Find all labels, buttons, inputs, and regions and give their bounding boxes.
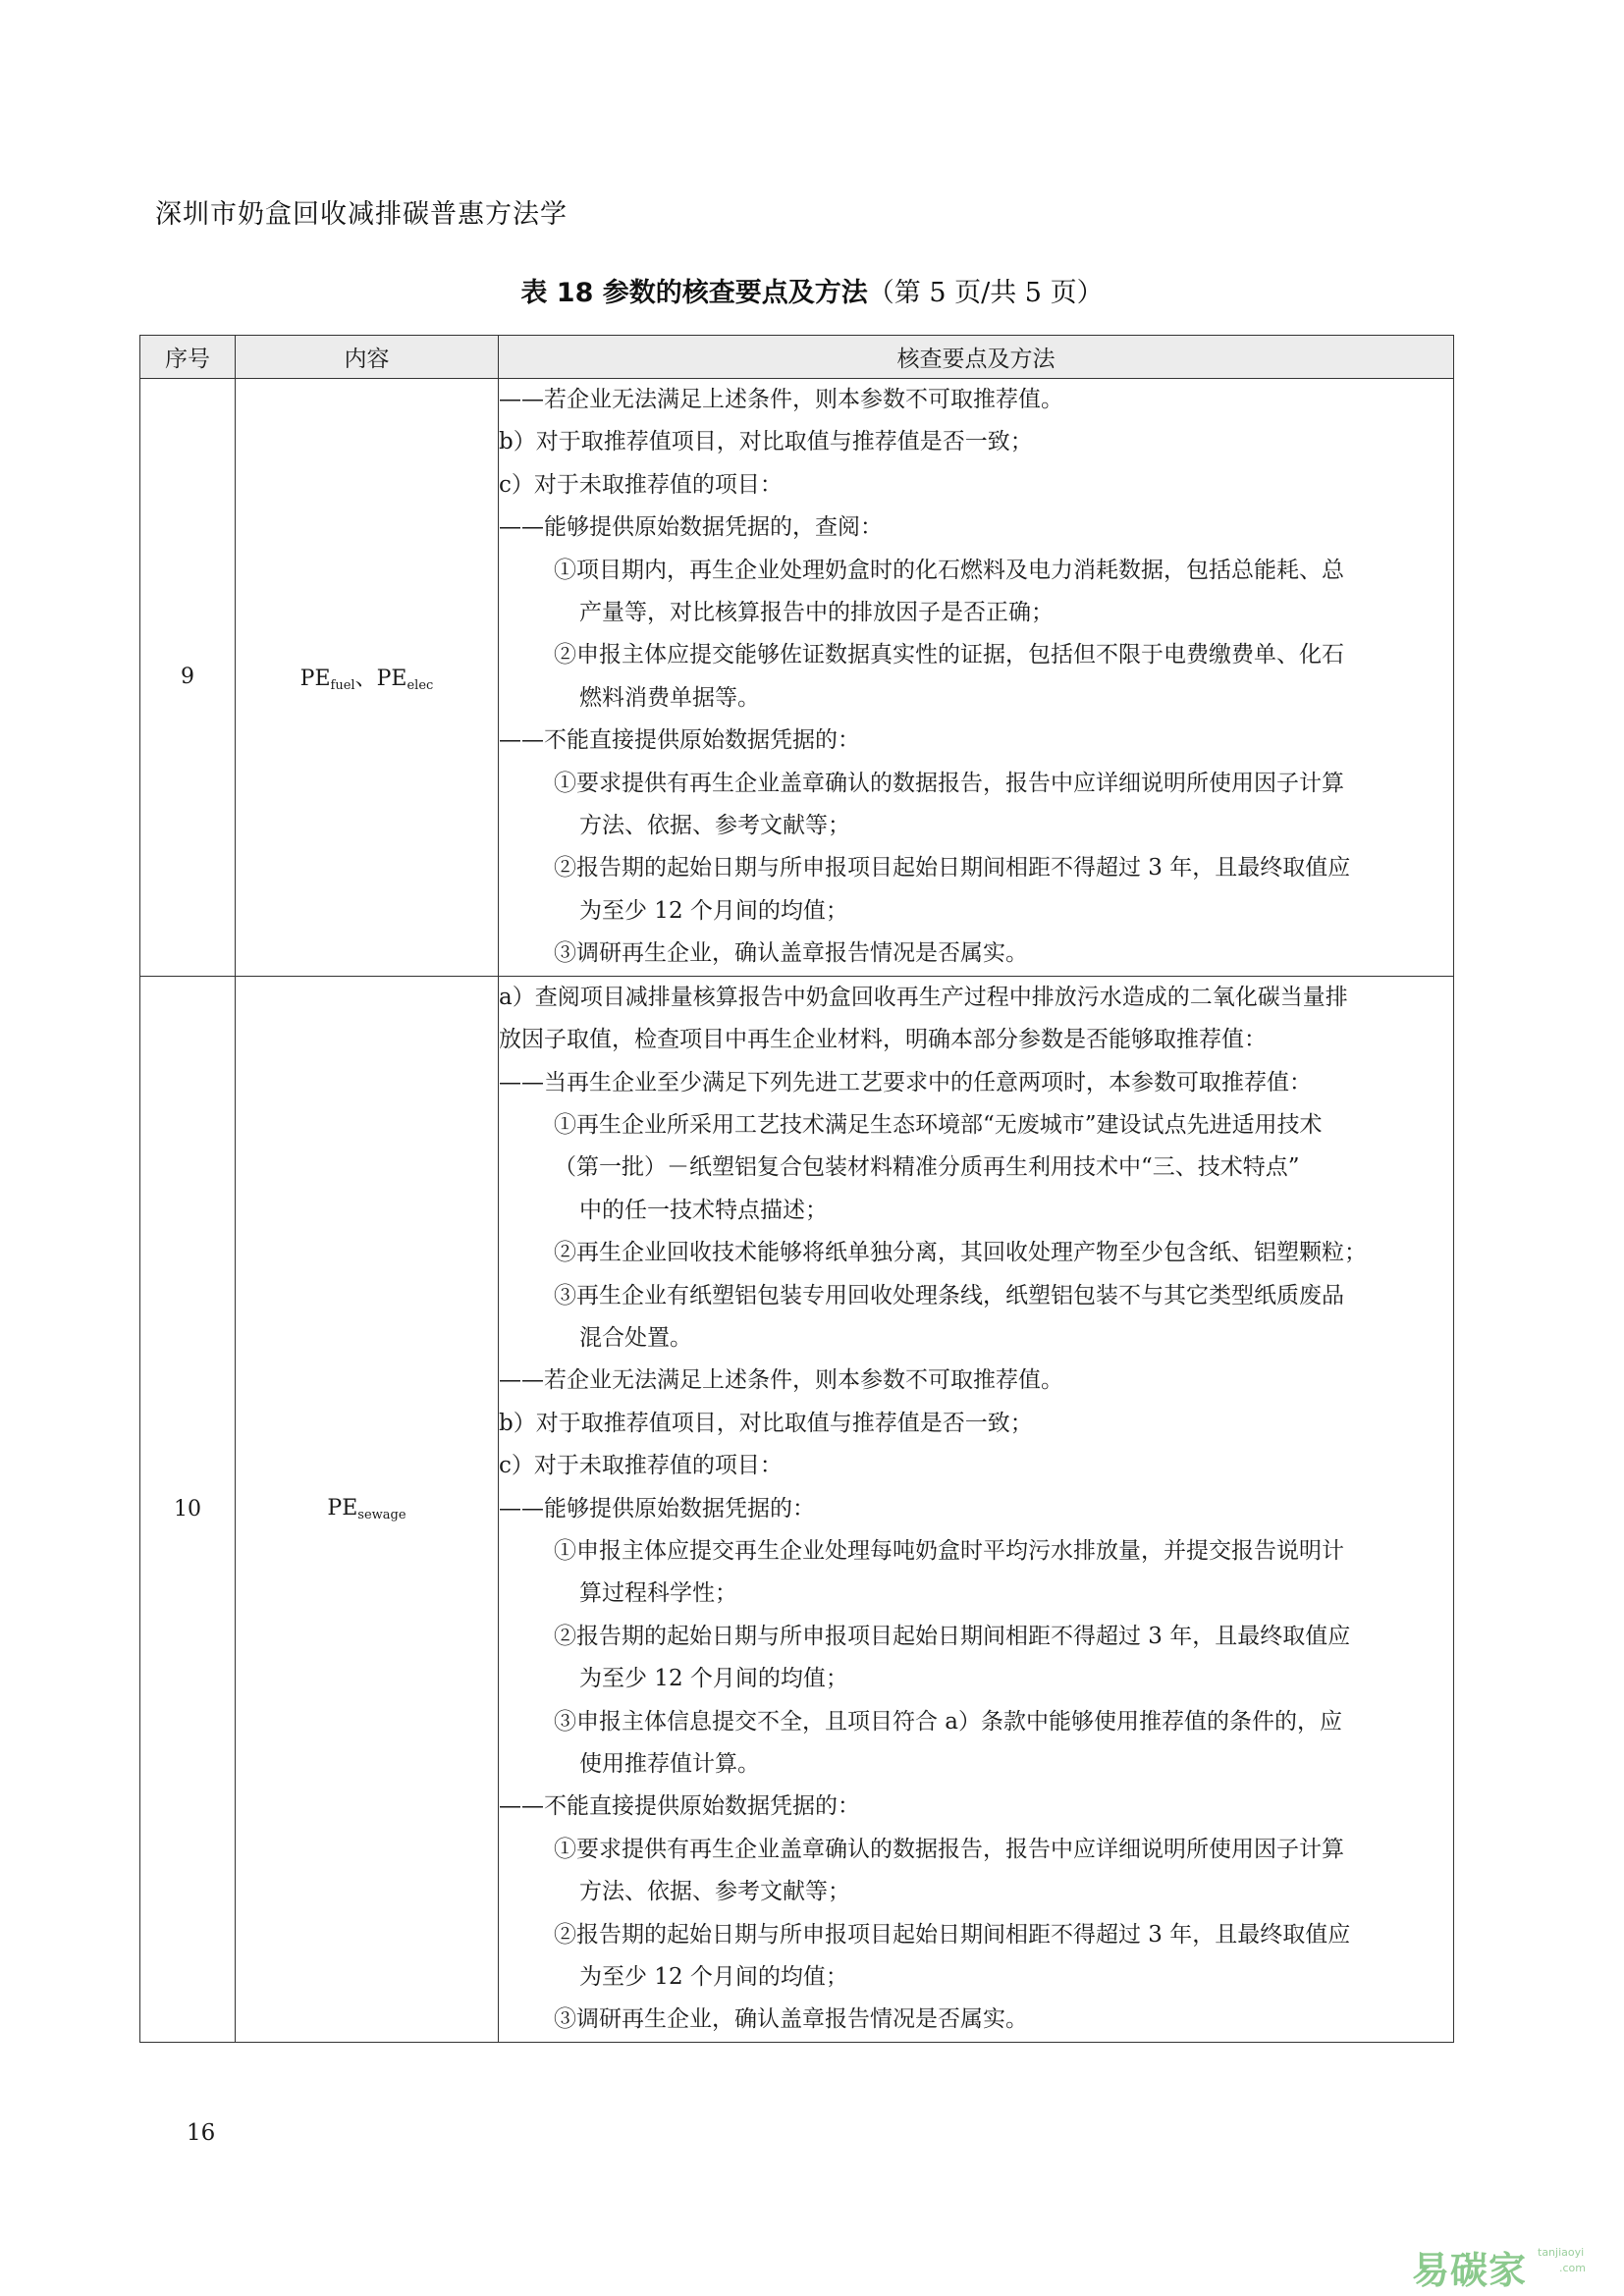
method-line: ②报告期的起始日期与所申报项目起始日期间相距不得超过 3 年，且最终取值应 bbox=[554, 855, 1351, 881]
column-header-number: 序号 bbox=[140, 336, 236, 379]
symbol-subscript: fuel bbox=[330, 677, 355, 693]
row-content bbox=[236, 379, 499, 977]
row-method bbox=[499, 379, 1454, 977]
method-line: ——不能直接提供原始数据凭据的： bbox=[499, 727, 860, 754]
method-line: 方法、依据、参考文献等； bbox=[579, 813, 850, 839]
symbol-base: PE bbox=[376, 666, 407, 691]
method-line: （第一批）－纸塑铝复合包装材料精准分质再生利用技术中“三、技术特点” bbox=[554, 1154, 1300, 1181]
method-line: ②申报主体应提交能够佐证数据真实性的证据，包括但不限于电费缴费单、化石 bbox=[554, 642, 1344, 668]
symbol-subscript: elec bbox=[406, 677, 434, 693]
row-content bbox=[236, 976, 499, 2042]
table-caption-paging: （第 5 页/共 5 页） bbox=[867, 278, 1104, 308]
method-line: 燃料消费单据等。 bbox=[579, 684, 760, 711]
method-line: ①项目期内，再生企业处理奶盒时的化石燃料及电力消耗数据，包括总能耗、总 bbox=[554, 557, 1344, 583]
column-header-method: 核查要点及方法 bbox=[499, 336, 1454, 379]
method-line: 放因子取值，检查项目中再生企业材料，明确本部分参数是否能够取推荐值： bbox=[499, 1027, 1267, 1053]
method-line: 产量等，对比核算报告中的排放因子是否正确； bbox=[579, 600, 1054, 626]
watermark-subtext: .com bbox=[1559, 2262, 1586, 2274]
row-number: 10 bbox=[140, 976, 236, 2042]
method-line: 混合处置。 bbox=[579, 1324, 692, 1351]
method-line: ②报告期的起始日期与所申报项目起始日期间相距不得超过 3 年，且最终取值应 bbox=[554, 1921, 1351, 1948]
method-line: b）对于取推荐值项目，对比取值与推荐值是否一致； bbox=[499, 429, 1033, 455]
method-line: 为至少 12 个月间的均值； bbox=[579, 1666, 848, 1692]
method-line: 算过程科学性； bbox=[579, 1580, 737, 1607]
parameter-symbol bbox=[327, 1496, 406, 1521]
method-line: ③调研再生企业，确认盖章报告情况是否属实。 bbox=[554, 2006, 1028, 2033]
method-line: ——不能直接提供原始数据凭据的： bbox=[499, 1793, 860, 1820]
watermark-subtext: tanjiaoyi bbox=[1538, 2246, 1585, 2259]
page-number: 16 bbox=[187, 2120, 216, 2146]
symbol-base: PE bbox=[299, 666, 331, 691]
table-row bbox=[140, 976, 1454, 2042]
method-line: ①申报主体应提交再生企业处理每吨奶盒时平均污水排放量，并提交报告说明计 bbox=[554, 1537, 1344, 1564]
method-line: ①再生企业所采用工艺技术满足生态环境部“无废城市”建设试点先进适用技术 bbox=[554, 1111, 1323, 1138]
method-line: ②再生企业回收技术能够将纸单独分离，其回收处理产物至少包含纸、铝塑颗粒； bbox=[554, 1240, 1367, 1266]
method-line: ——若企业无法满足上述条件，则本参数不可取推荐值。 bbox=[499, 387, 1063, 412]
method-line: ①要求提供有再生企业盖章确认的数据报告，报告中应详细说明所使用因子计算 bbox=[554, 770, 1344, 796]
row-number: 9 bbox=[140, 379, 236, 977]
symbol-separator: 、 bbox=[354, 666, 377, 691]
row-method bbox=[499, 976, 1454, 2042]
method-line: ③调研再生企业，确认盖章报告情况是否属实。 bbox=[554, 940, 1028, 967]
table-header-row bbox=[140, 336, 1454, 379]
symbol-base: PE bbox=[327, 1495, 358, 1521]
table-caption bbox=[0, 271, 1624, 309]
method-line: 为至少 12 个月间的均值； bbox=[579, 897, 848, 924]
column-header-content: 内容 bbox=[236, 336, 499, 379]
method-line: c）对于未取推荐值的项目： bbox=[499, 471, 783, 498]
method-line: 方法、依据、参考文献等； bbox=[579, 1879, 850, 1905]
method-line: ——能够提供原始数据凭据的，查阅： bbox=[499, 514, 883, 541]
method-line: ③再生企业有纸塑铝包装专用回收处理条线，纸塑铝包装不与其它类型纸质废品 bbox=[554, 1282, 1344, 1308]
method-line: b）对于取推荐值项目，对比取值与推荐值是否一致； bbox=[499, 1410, 1033, 1436]
method-line: ——若企业无法满足上述条件，则本参数不可取推荐值。 bbox=[499, 1367, 1063, 1394]
method-line: ②报告期的起始日期与所申报项目起始日期间相距不得超过 3 年，且最终取值应 bbox=[554, 1623, 1351, 1649]
method-line: ③申报主体信息提交不全，且项目符合 a）条款中能够使用推荐值的条件的，应 bbox=[554, 1708, 1343, 1735]
method-line: 中的任一技术特点描述； bbox=[579, 1197, 828, 1223]
method-line: ①要求提供有再生企业盖章确认的数据报告，报告中应详细说明所使用因子计算 bbox=[554, 1836, 1344, 1862]
watermark-logo bbox=[1412, 2240, 1608, 2292]
method-line: 使用推荐值计算。 bbox=[579, 1751, 760, 1777]
symbol-subscript: sewage bbox=[357, 1507, 406, 1522]
table-row bbox=[140, 379, 1454, 977]
parameter-symbol bbox=[300, 667, 434, 691]
method-line: ——当再生企业至少满足下列先进工艺要求中的任意两项时，本参数可取推荐值： bbox=[499, 1069, 1312, 1095]
verification-table bbox=[139, 335, 1454, 2043]
method-line: 为至少 12 个月间的均值； bbox=[579, 1964, 848, 1991]
method-line: a）查阅项目减排量核算报告中奶盒回收再生产过程中排放污水造成的二氧化碳当量排 bbox=[499, 984, 1348, 1010]
document-header-title: 深圳市奶盒回收减排碳普惠方法学 bbox=[155, 199, 568, 230]
method-line: c）对于未取推荐值的项目： bbox=[499, 1453, 783, 1479]
table-caption-title: 表 18 参数的核查要点及方法 bbox=[520, 278, 868, 308]
method-line: ——能够提供原始数据凭据的： bbox=[499, 1495, 815, 1522]
watermark-text: 易碳家 bbox=[1412, 2249, 1528, 2292]
